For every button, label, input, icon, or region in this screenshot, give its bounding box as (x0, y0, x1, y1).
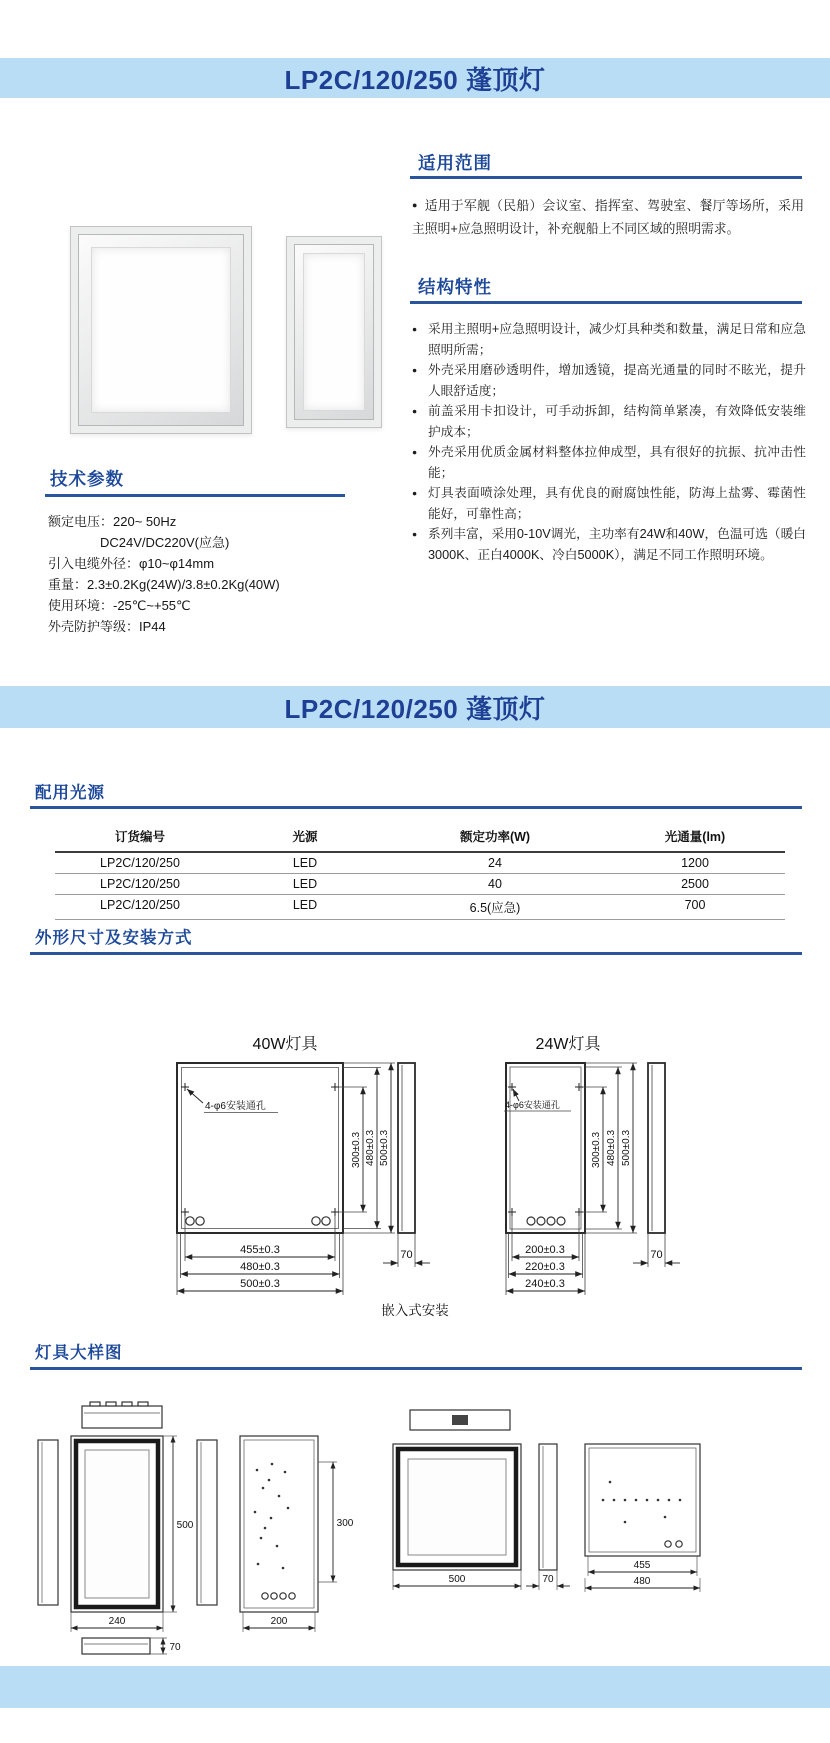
detail-drawing (25, 1392, 805, 1658)
side-view-40w (398, 1063, 415, 1233)
dim-label: 500±0.3 (379, 1129, 390, 1167)
table-cell: 2500 (681, 877, 709, 891)
table-row (55, 853, 785, 874)
product-photo-large (70, 226, 252, 434)
list-item: ● 采用主照明+应急照明设计，减少灯具种类和数量，满足日常和应急照明所需； (412, 319, 806, 360)
dim-label: 240±0.3 (525, 1278, 565, 1290)
dim-label: 200±0.3 (525, 1244, 565, 1256)
drawing-title-40w: 40W灯具 (252, 1036, 318, 1053)
drawing-40w (145, 1025, 430, 1305)
divider (410, 301, 802, 304)
side-view (38, 1440, 58, 1605)
mount-caption: 嵌入式安装 (381, 1303, 449, 1318)
table-cell: LED (292, 856, 318, 870)
dim-label: 240 (108, 1616, 126, 1627)
column-header: 订货编号 (114, 830, 165, 844)
list-item: ● 外壳采用优质金属材料整体拉伸成型，具有很好的抗振、抗冲击性能； (412, 442, 806, 483)
column-header: 光源 (292, 830, 318, 844)
dim-label: 70 (650, 1249, 663, 1261)
dim-label: 500 (176, 1520, 194, 1531)
divider (30, 952, 802, 955)
table-cell: LP2C/120/250 (100, 856, 180, 870)
table-cell: 40 (488, 877, 502, 891)
side-view-24w (648, 1063, 665, 1233)
drawing-title-24w: 24W灯具 (535, 1036, 601, 1053)
list-item: ● 系列丰富，采用0-10V调光，主功率有24W和40W，色温可选（暖白3000K、正白4000K、冷白5000K），满足不同工作照明环境。 (412, 524, 806, 565)
back-view (240, 1436, 318, 1612)
table-cell: LP2C/120/250 (100, 877, 180, 891)
dim-label: 200 (270, 1616, 288, 1627)
bottom-view (82, 1638, 150, 1654)
photo-lens (91, 247, 231, 413)
scope-text: 适用于军舰（民船）会议室、指挥室、驾驶室、餐厅等场所，采用主照明+应急照明设计，补充舰船上不同区域的照明需求。 (412, 198, 805, 236)
tech-line: DC24V/DC220V(应急) (100, 535, 230, 550)
dim-label: 480 (633, 1576, 651, 1587)
section-title-dimensions: 外形尺寸及安装方式 (35, 929, 193, 947)
dim-label: 480±0.3 (365, 1129, 376, 1167)
column-header: 光通量(lm) (664, 830, 726, 844)
section-title-structure: 结构特性 (418, 277, 492, 297)
divider (410, 176, 802, 179)
section-title-light-source: 配用光源 (35, 784, 105, 802)
dim-label: 500±0.3 (240, 1278, 280, 1290)
side-view (539, 1444, 557, 1570)
hole-note-40w: 4-φ6安装通孔 (205, 1101, 266, 1112)
detail-group-24w (38, 1402, 217, 1654)
table-cell: LED (292, 898, 318, 912)
dim-label: 500±0.3 (621, 1129, 632, 1167)
dim-label: 300 (336, 1518, 354, 1529)
drawing-24w (445, 1025, 695, 1305)
product-photo-small (286, 236, 382, 428)
tech-line: 引入电缆外径：φ10~φ14mm (48, 556, 215, 571)
dim-label: 480±0.3 (240, 1261, 280, 1273)
list-item: ● 前盖采用卡扣设计，可手动拆卸，结构简单紧凑，有效降低安装维护成本； (412, 401, 806, 442)
table-cell: LP2C/120/250 (100, 898, 180, 912)
front-view-24w (506, 1063, 585, 1233)
list-item: ● 灯具表面喷涂处理，具有优良的耐腐蚀性能，防海上盐雾、霉菌性能好，可靠性高； (412, 483, 806, 524)
photo-lens (303, 253, 365, 411)
hole-note-24w: 4-φ6安装通孔 (505, 1100, 560, 1110)
table-row (55, 874, 785, 895)
top-view (82, 1406, 162, 1428)
detail-group-24w-back (240, 1436, 354, 1632)
dim-label: 455 (633, 1560, 651, 1571)
dim-label: 455±0.3 (240, 1244, 280, 1256)
table-cell: 6.5(应急) (469, 901, 521, 915)
structure-bullet-list (412, 319, 806, 565)
table-header-row (55, 824, 785, 853)
dim-label: 480±0.3 (606, 1129, 617, 1167)
table-cell: 1200 (681, 856, 709, 870)
light-source-table (55, 824, 785, 920)
dim-label: 70 (400, 1249, 413, 1261)
divider (45, 494, 345, 497)
table-row (55, 895, 785, 920)
column-header: 额定功率(W) (459, 830, 531, 844)
table-cell: 700 (684, 898, 706, 912)
dim-label: 300±0.3 (591, 1131, 602, 1169)
divider (30, 806, 802, 809)
page-title-2: LP2C/120/250 蓬顶灯 (284, 693, 546, 724)
front-view-40w (177, 1063, 343, 1233)
side-view (197, 1440, 217, 1605)
footer-band (0, 1666, 830, 1708)
dim-label: 70 (169, 1642, 181, 1653)
detail-group-40w-back (585, 1444, 700, 1592)
dim-label: 70 (542, 1574, 554, 1585)
detail-group-40w (393, 1410, 570, 1590)
tech-line: 额定电压：220~ 50Hz (48, 514, 177, 529)
dim-label: 500 (448, 1574, 466, 1585)
list-item: ● 外壳采用磨砂透明件，增加透镜，提高光通量的同时不眩光，提升人眼舒适度； (412, 360, 806, 401)
divider (30, 1367, 802, 1370)
table-cell: 24 (488, 856, 502, 870)
dim-label: 300±0.3 (351, 1131, 362, 1169)
table-cell: LED (292, 877, 318, 891)
section-title-detail: 灯具大样图 (35, 1344, 123, 1362)
tech-line: 重量：2.3±0.2Kg(24W)/3.8±0.2Kg(40W) (48, 577, 280, 592)
tech-line: 外壳防护等级：IP44 (48, 619, 166, 634)
section-title-scope: 适用范围 (418, 153, 492, 173)
scope-paragraph (412, 195, 804, 239)
header-band-2 (0, 686, 830, 728)
page-title: LP2C/120/250 蓬顶灯 (284, 64, 546, 95)
tech-param-list (48, 511, 408, 637)
header-band (0, 58, 830, 98)
tech-line: 使用环境：-25℃~+55℃ (48, 598, 191, 613)
section-title-tech: 技术参数 (50, 469, 124, 489)
dim-label: 220±0.3 (525, 1261, 565, 1273)
